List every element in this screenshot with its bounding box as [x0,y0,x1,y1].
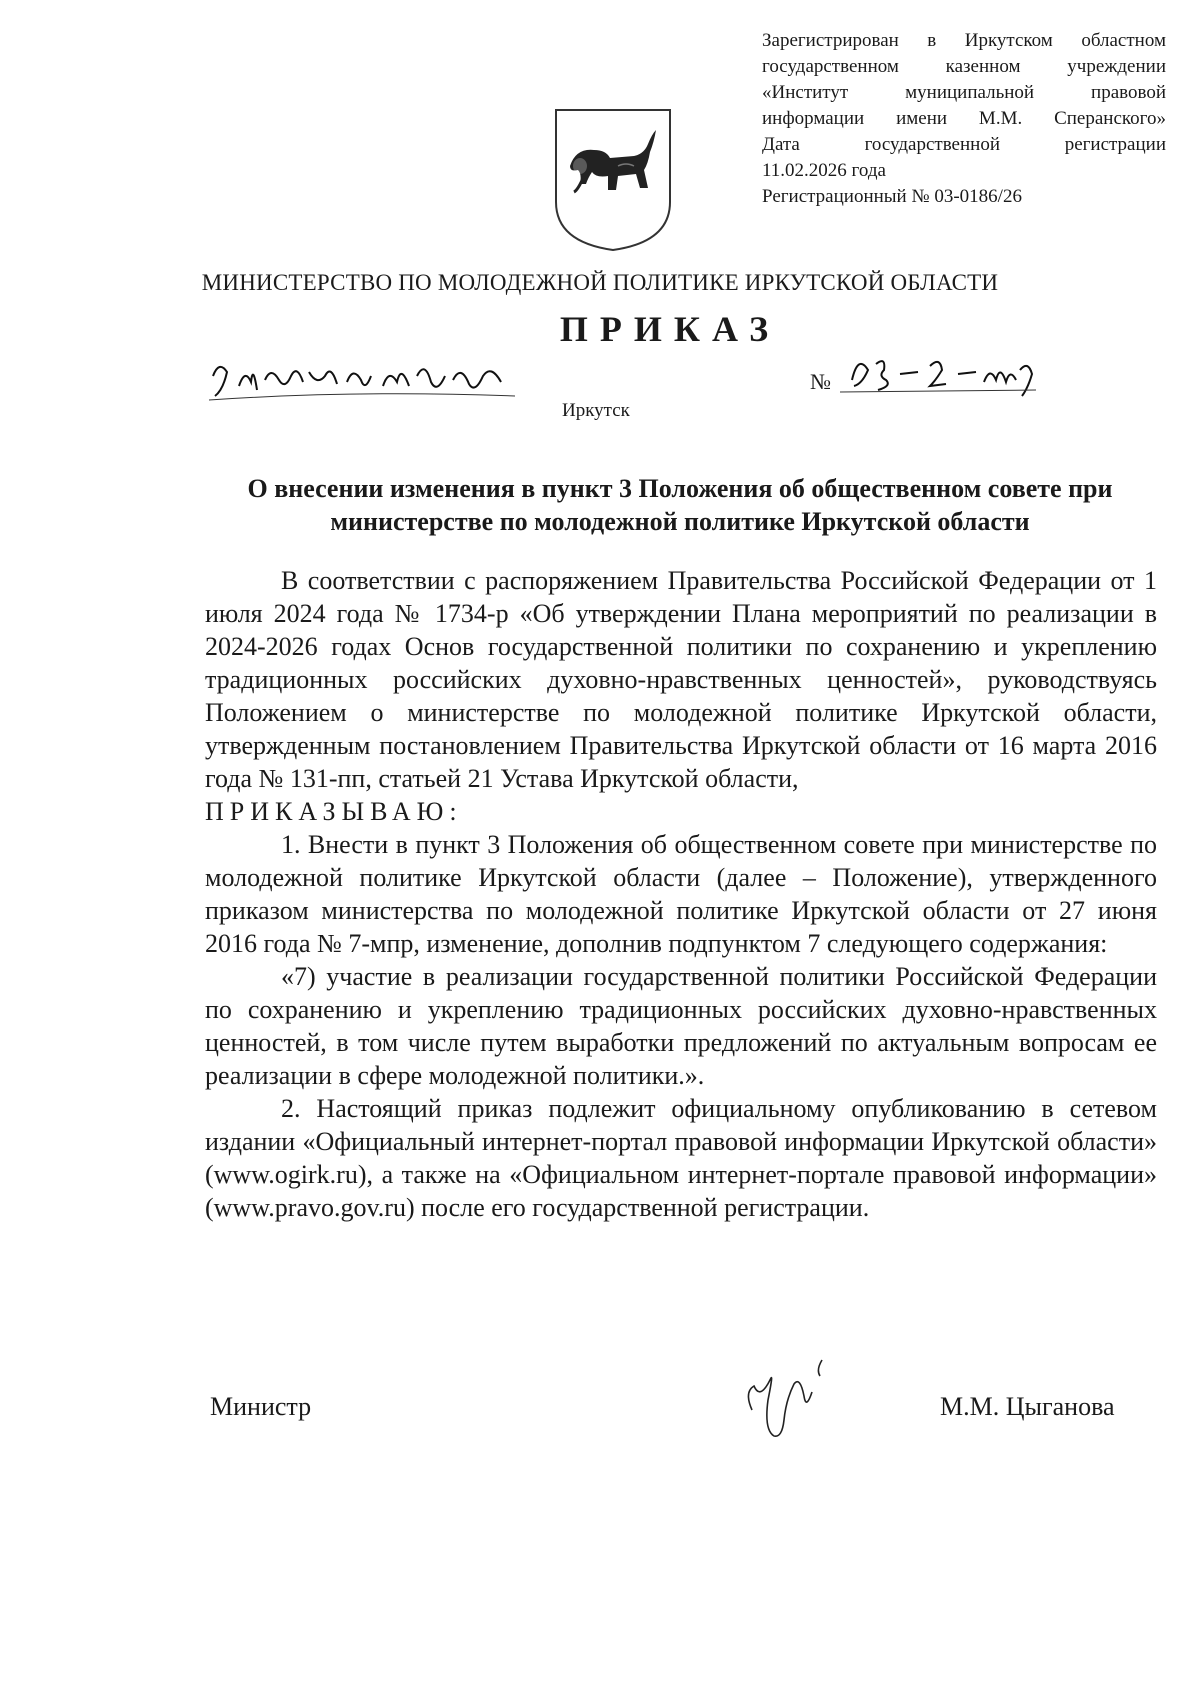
registration-date: 11.02.2026 года [762,160,886,181]
handwritten-signature [730,1340,860,1450]
number-label: № [810,369,831,394]
preamble-paragraph: В соответствии с распоряжением Правительства Российской Федерации от 1 июля 2024 года № 1734-р «Об утверждении Плана мероприятий по реализации в 2024-2026 годах Основ государственной политики по сохранению и укреплению традиционных российских духовно-нравственных ценностей», руководствуясь Положением о министерстве по молодежной политике Иркутской области, утвержденным постановлением Правительства Иркутской области от 16 марта 2016 года № 131-пп, статьей 21 Устава Иркутской области, [205,566,1157,793]
subject-line: министерстве по молодежной политике Иркутской области [330,507,1030,536]
subject-line: О внесении изменения в пункт 3 Положения об общественном совете при [247,474,1113,503]
registration-stamp [762,28,1166,210]
registration-number: Регистрационный № 03-0186/26 [762,186,1022,207]
order-item-2: 2. Настоящий приказ подлежит официальному опубликованию в сетевом издании «Официальный интернет-портал правовой информации Иркутской области» (www.ogirk.ru), а также на «Официальном интернет-портале правовой информации» (www.pravo.gov.ru) после его государственной регистрации. [205,1094,1157,1222]
registration-line: государственном казенном учреждении [762,56,1166,77]
registration-line: информации имени М.М. Сперанского» [762,108,1166,129]
document-type: ПРИКАЗ [559,309,781,349]
ministry-name: МИНИСТЕРСТВО ПО МОЛОДЕЖНОЙ ПОЛИТИКЕ ИРКУТСКОЙ ОБЛАСТИ [201,270,999,295]
registration-line: Зарегистрирован в Иркутском областном [762,30,1166,51]
city: Иркутск [562,400,630,421]
handwritten-number [838,340,1038,405]
registration-line: Дата государственной регистрации [762,134,1166,155]
order-item-1: 1. Внести в пункт 3 Положения об общественном совете при министерстве по молодежной политике Иркутской области (далее – Положение), утвержденного приказом министерства по молодежной политике Иркутской области от 27 июня 2016 года № 7-мпр, изменение, дополнив подпунктом 7 следующего содержания: [205,830,1157,958]
document-body [205,564,1157,1224]
irkutsk-coat-of-arms-icon [548,104,678,254]
document-subject [200,472,1160,538]
order-word: ПРИКАЗЫВАЮ: [205,797,463,826]
registration-line: «Институт муниципальной правовой [762,82,1166,103]
order-item-1-quote: «7) участие в реализации государственной политики Российской Федерации по сохранению и укреплению традиционных российских духовно-нравственных ценностей, в том числе путем выработки предложений по актуальным вопросам ее реализации в сфере молодежной политики.». [205,962,1157,1090]
signatory-role: Министр [210,1392,312,1421]
handwritten-date [205,346,525,406]
signatory-name: М.М. Цыганова [940,1392,1115,1421]
